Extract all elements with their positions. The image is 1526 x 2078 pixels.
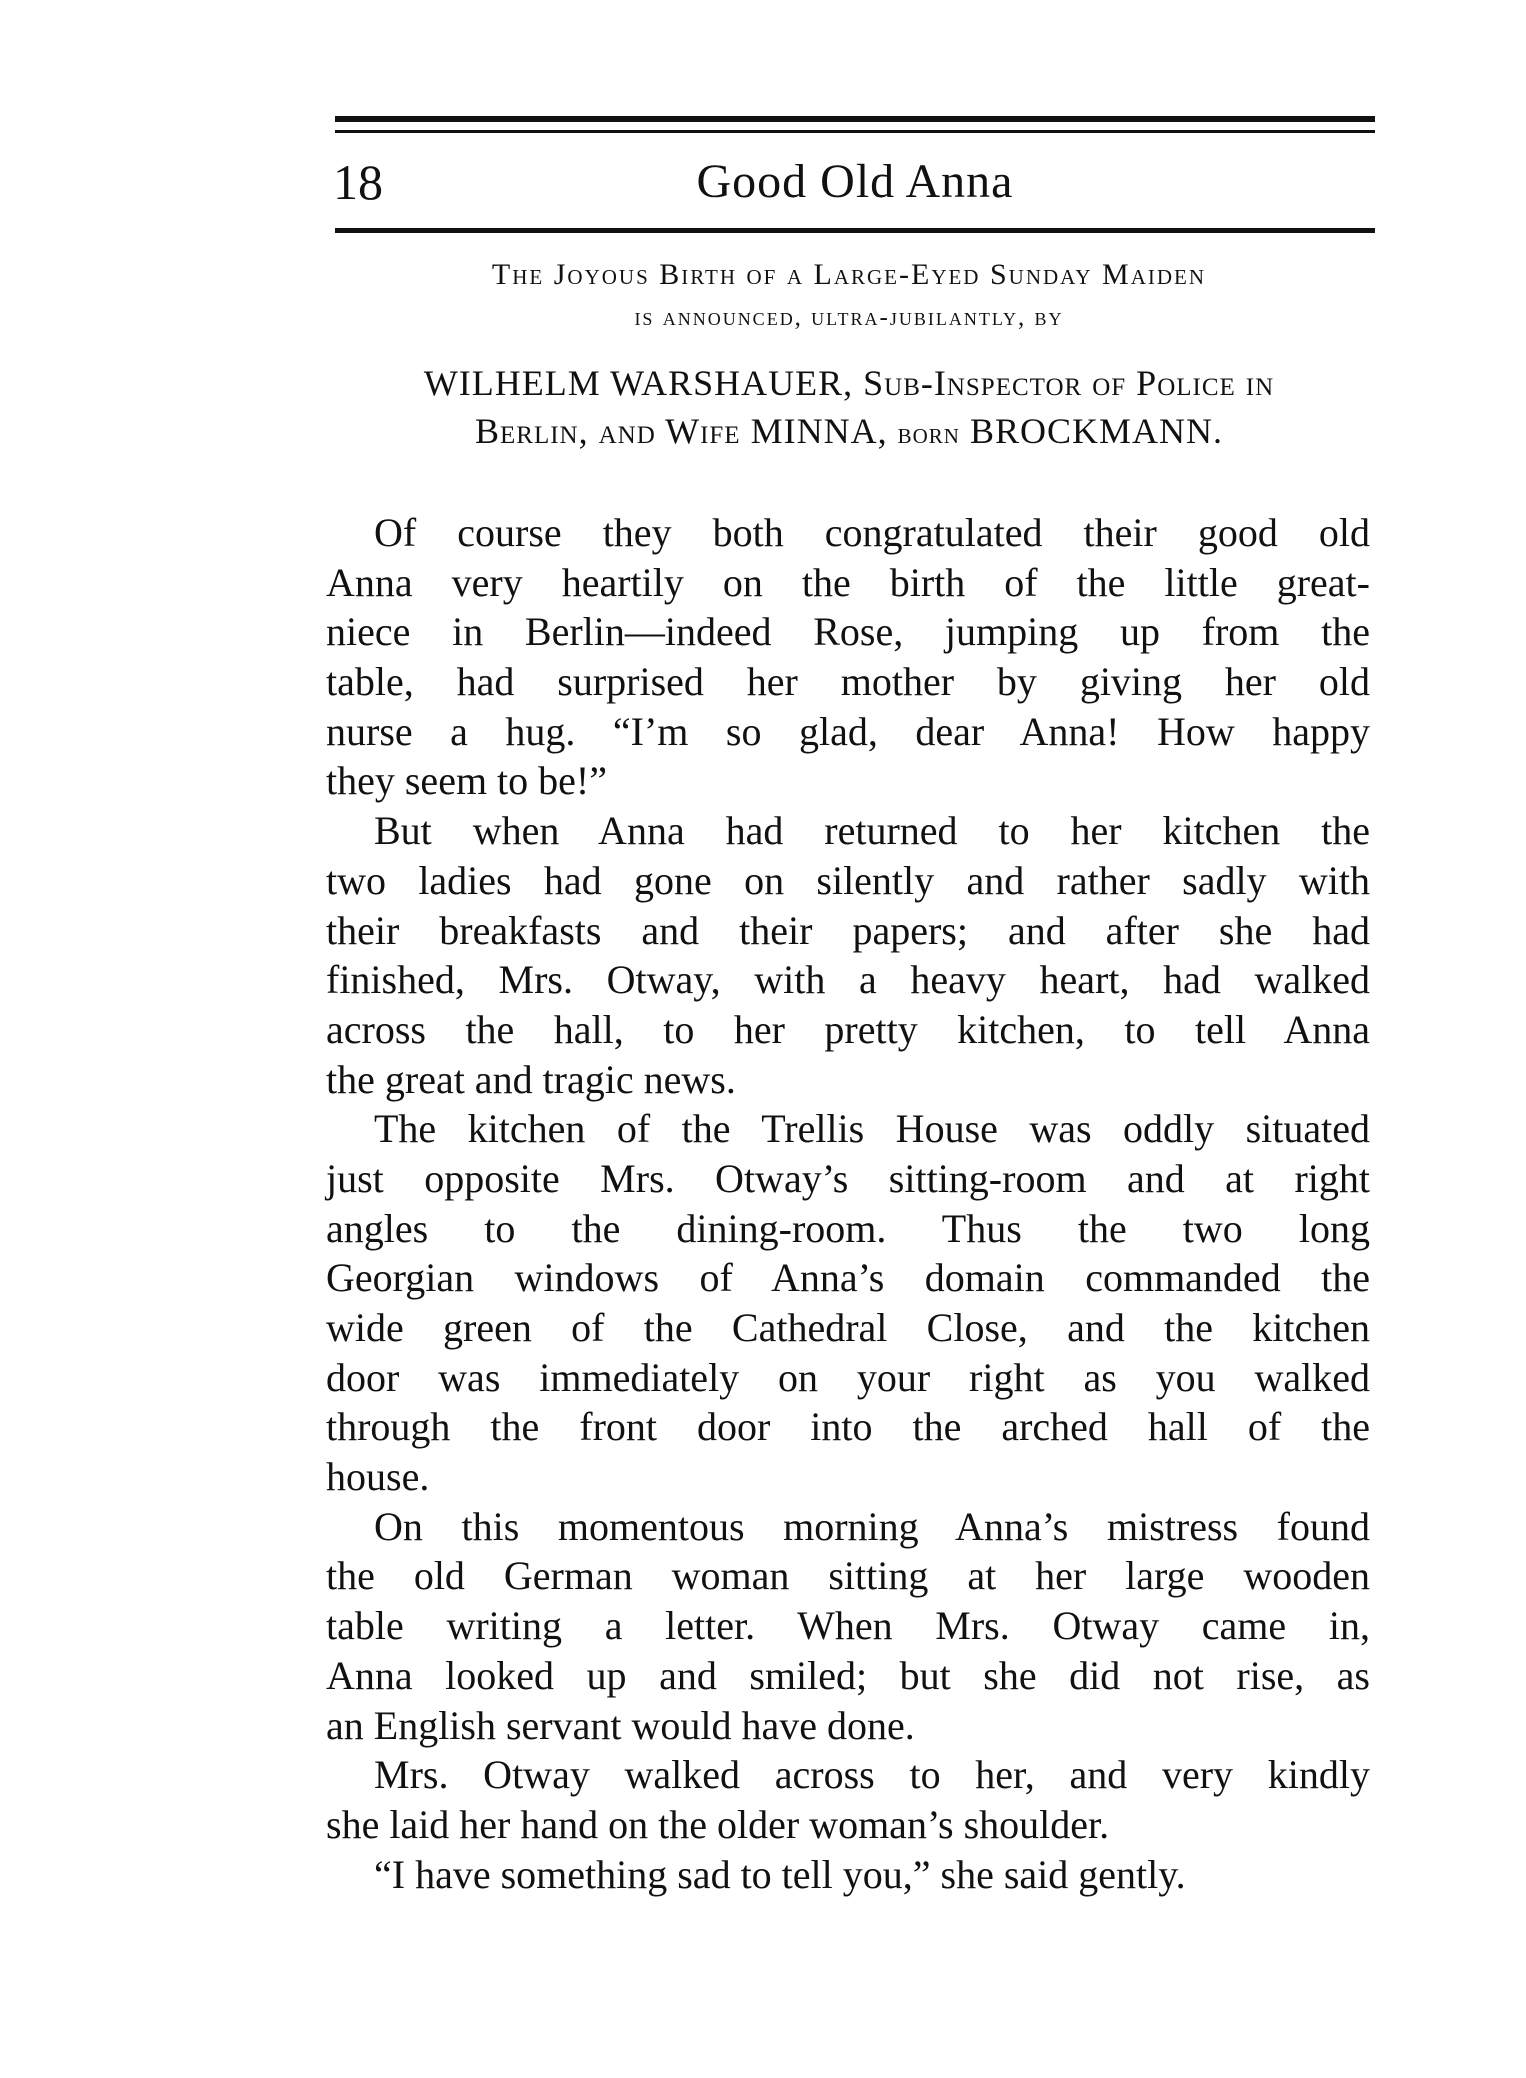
paragraph-5-line: Mrs. Otway walked across to her, and very kindly xyxy=(374,1752,1370,1798)
paragraph-2-line: two ladies had gone on silently and rather sadly with xyxy=(326,857,1370,903)
paragraph-6-line: “I have something sad to tell you,” she said gently. xyxy=(374,1851,1186,1897)
paragraph-1-line: they seem to be!” xyxy=(326,758,607,804)
paragraph-4-line: the old German woman sitting at her large wooden xyxy=(326,1553,1370,1599)
page-number: 18 xyxy=(333,154,383,210)
header-rule-top xyxy=(335,116,1375,122)
paragraph-3-line: through the front door into the arched hall of the xyxy=(326,1404,1370,1450)
paragraph-2-line: their breakfasts and their papers; and after she had xyxy=(326,907,1370,953)
paragraph-3-line: angles to the dining-room. Thus the two long xyxy=(326,1205,1370,1251)
announcement-maiden-name: BROCKMANN. xyxy=(969,411,1223,451)
paragraph-5-line: she laid her hand on the older woman’s shoulder. xyxy=(326,1801,1110,1847)
paragraph-3-line: door was immediately on your right as you walked xyxy=(326,1354,1370,1400)
paragraph-1-line: nurse a hug. “I’m so glad, dear Anna! How happy xyxy=(326,708,1370,754)
paragraph-2-line: finished, Mrs. Otway, with a heavy heart, had walked xyxy=(326,957,1370,1003)
paragraph-3-line: house. xyxy=(326,1454,430,1500)
running-title: Good Old Anna xyxy=(696,155,1014,208)
paragraph-4-line: an English servant would have done. xyxy=(326,1702,915,1748)
paragraph-3-line: wide green of the Cathedral Close, and the kitchen xyxy=(326,1305,1370,1350)
paragraph-4-line: On this momentous morning Anna’s mistress found xyxy=(374,1503,1370,1549)
paragraph-2-line: the great and tragic news. xyxy=(326,1056,736,1102)
paragraph-1-line: Anna very heartily on the birth of the little great- xyxy=(326,559,1370,605)
announcement-title: Sub-Inspector of Police in xyxy=(863,363,1275,403)
paragraph-2-line: across the hall, to her pretty kitchen, to tell Anna xyxy=(326,1006,1370,1052)
body-text xyxy=(326,508,1370,1899)
announcement-born: born xyxy=(897,417,960,450)
announcement-place: Berlin, and Wife xyxy=(474,411,741,451)
paragraph-4-line: table writing a letter. When Mrs. Otway came in, xyxy=(326,1603,1370,1649)
paragraph-2-line: But when Anna had returned to her kitchen the xyxy=(374,808,1370,854)
paragraph-4-line: Anna looked up and smiled; but she did not rise, as xyxy=(326,1652,1370,1698)
paragraph-1-line: table, had surprised her mother by giving her old xyxy=(326,659,1370,705)
announcement-line-4 xyxy=(326,410,1372,452)
announcement-line-1: The Joyous Birth of a Large-Eyed Sunday Maiden xyxy=(491,258,1207,291)
paragraph-3-line: The kitchen of the Trellis House was oddly situated xyxy=(374,1106,1370,1152)
announcement-line-3 xyxy=(326,362,1372,404)
announcement-name: WILHELM WARSHAUER, xyxy=(423,363,854,403)
paragraph-3-line: Georgian windows of Anna’s domain commanded the xyxy=(326,1255,1370,1301)
paragraph-1-line: Of course they both congratulated their good old xyxy=(374,510,1370,555)
header-rule-bottom xyxy=(335,228,1375,233)
announcement-wife-name: MINNA, xyxy=(750,411,888,451)
header-rule-second xyxy=(335,130,1375,133)
paragraph-3-line: just opposite Mrs. Otway’s sitting-room and at right xyxy=(326,1155,1370,1201)
announcement-line-2: is announced, ultra-jubilantly, by xyxy=(634,304,1064,331)
paragraph-1-line: niece in Berlin—indeed Rose, jumping up from the xyxy=(326,609,1370,655)
